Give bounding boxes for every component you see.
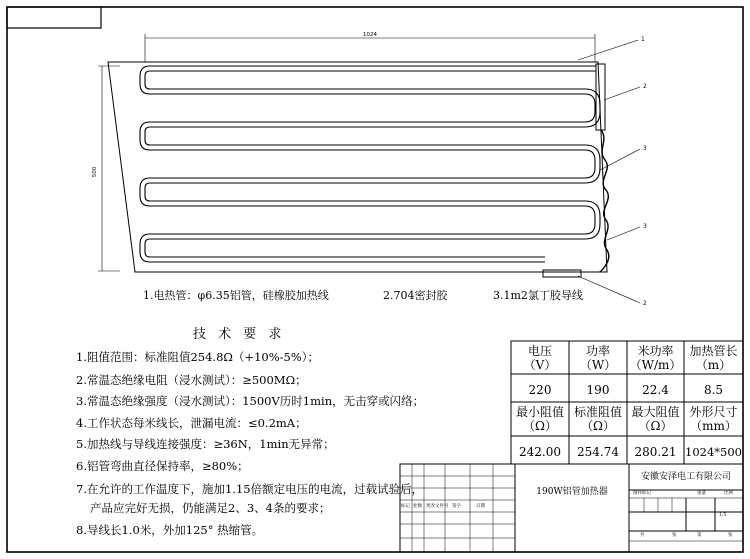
tb-label-count: 处数 [413, 504, 422, 509]
spec-header-power: 功率 （W） [579, 344, 617, 372]
requirement-3: 3.常温态绝缘强度（浸水测试）：1500V历时1min，无击穿或闪络； [76, 394, 425, 408]
callout-leaders [578, 40, 640, 303]
spec-value-dimensions: 1024*500 [685, 445, 742, 459]
callout-3b: 3 [643, 223, 647, 230]
tb-label-weight: 重量 [697, 491, 706, 496]
tb-label-mark: 标记 [401, 504, 410, 509]
requirement-8: 8.导线长1.0米，外加125° 热缩管。 [76, 523, 264, 537]
tb-label-change-doc: 更改文件号 [426, 504, 449, 509]
spec-header-tube-length: 加热管长 （m） [689, 344, 738, 372]
spec-header-dimensions: 外形尺寸 （mm） [689, 405, 738, 433]
spec-header-standard-resistance: 标准阻值 （Ω） [573, 405, 622, 433]
requirement-7-continued: 产品应完好无损，仍能满足2、3、4条的要求； [90, 501, 331, 515]
spec-value-power-per-meter: 22.4 [642, 383, 669, 397]
requirement-2: 2.常温态绝缘电阻（浸水测试）：≥500MΩ； [76, 373, 307, 387]
tb-label-scale: 比例 [724, 491, 733, 496]
tb-label-sheet-no: 第 [697, 533, 702, 538]
requirement-4: 4.工作状态每米线长，泄漏电流：≤0.2mA； [76, 416, 307, 430]
spec-header-min-resistance: 最小阻值 （Ω） [515, 405, 564, 433]
requirement-6: 6.铝管弯曲直径保持率，≥80%； [76, 459, 249, 473]
legend-item-tube: 1.电热管：φ6.35铝管，硅橡胶加热线 [143, 289, 329, 302]
tb-label-drawing-mark: 图样标记 [633, 491, 651, 496]
spec-header-voltage: 电压 （V） [523, 344, 557, 372]
tb-label-signature: 签字 [452, 504, 461, 509]
spec-value-min-resistance: 242.00 [519, 445, 561, 459]
callout-3: 3 [643, 145, 647, 152]
sealant-block-bottom [543, 270, 581, 277]
spec-header-power-per-meter: 米功率 （W/m） [629, 344, 682, 372]
callout-2b: 2 [643, 300, 647, 307]
dimension-width [145, 34, 595, 62]
product-name: 190W铝管加热器 [536, 487, 608, 497]
drawing-number-tab [7, 7, 101, 28]
company-name: 安徽安泽电工有限公司 [640, 472, 731, 482]
legend-item-wire: 3.1m2氯丁胶导线 [493, 289, 583, 302]
spec-value-tube-length: 8.5 [703, 383, 724, 397]
requirement-7: 7.在允许的工作温度下，施加1.15倍额定电压的电流，过载试验后， [76, 482, 424, 496]
legend-item-sealant: 2.704密封胶 [383, 289, 448, 302]
aluminium-tube [140, 66, 600, 262]
callout-1: 1 [641, 36, 645, 43]
spec-value-standard-resistance: 254.74 [577, 445, 619, 459]
dimension-height-label: 500 [92, 166, 98, 178]
requirement-1: 1.阻值范围：标准阻值254.8Ω（+10%-5%）； [76, 350, 320, 364]
tb-label-total: 共 [640, 533, 645, 538]
spec-value-power: 190 [586, 383, 610, 397]
spec-value-max-resistance: 280.21 [634, 445, 677, 459]
spec-header-max-resistance: 最大阻值 （Ω） [631, 405, 680, 433]
callout-2: 2 [643, 83, 647, 90]
requirement-5: 5.加热线与导线连接强度：≥36N，1min无异常； [76, 437, 335, 451]
tb-label-sheets: 张 [672, 533, 677, 538]
tb-value-scale: 1:5 [719, 513, 727, 518]
tb-label-date: 日期 [476, 504, 485, 509]
dimension-width-label: 1024 [363, 32, 377, 38]
requirements-title: 技 术 要 求 [193, 327, 286, 342]
dimension-height [98, 66, 120, 271]
spec-value-voltage: 220 [528, 383, 552, 397]
tb-label-sheet: 张 [728, 533, 733, 538]
